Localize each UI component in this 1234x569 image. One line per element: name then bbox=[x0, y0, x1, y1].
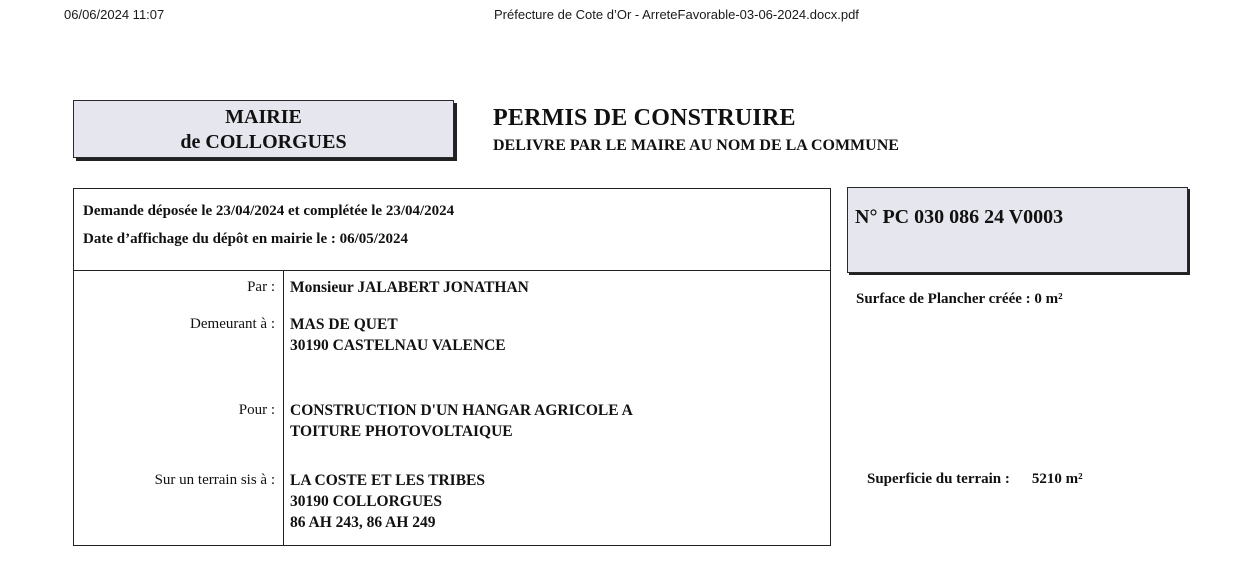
land-location bbox=[290, 470, 485, 533]
land-parcels: 86 AH 243, 86 AH 249 bbox=[290, 514, 436, 531]
purpose-line-2: TOITURE PHOTOVOLTAIQUE bbox=[290, 423, 513, 440]
permit-subtitle: DELIVRE PAR LE MAIRE AU NOM DE LA COMMUNE bbox=[493, 137, 899, 154]
land-area-value: 5210 m² bbox=[1031, 471, 1083, 487]
permit-number-box bbox=[847, 187, 1188, 273]
display-date-line: Date d’affichage du dépôt en mairie le : 06/05/2024 bbox=[83, 231, 408, 247]
print-datetime: 06/06/2024 11:07 bbox=[64, 7, 165, 22]
application-dates bbox=[74, 189, 830, 271]
purpose-label: Pour : bbox=[238, 402, 275, 418]
purpose-line-1: CONSTRUCTION D'UN HANGAR AGRICOLE A bbox=[290, 402, 633, 419]
column-divider bbox=[283, 271, 284, 545]
mairie-label: MAIRIE bbox=[225, 106, 302, 128]
land-area-label: Superficie du terrain : bbox=[867, 471, 1010, 487]
land-line-1: LA COSTE ET LES TRIBES bbox=[290, 472, 485, 489]
address-line-1: MAS DE QUET bbox=[290, 316, 398, 333]
permit-title: PERMIS DE CONSTRUIRE bbox=[493, 105, 796, 131]
land-line-2: 30190 COLLORGUES bbox=[290, 493, 443, 510]
applicant-address bbox=[290, 314, 506, 356]
mairie-box bbox=[73, 100, 454, 158]
land-area bbox=[867, 471, 1083, 488]
project-purpose bbox=[290, 400, 633, 442]
land-location-label: Sur un terrain sis à : bbox=[154, 472, 275, 488]
mairie-commune: de COLLORGUES bbox=[180, 131, 347, 153]
floor-area-created: Surface de Plancher créée : 0 m² bbox=[856, 291, 1063, 307]
address-line-2: 30190 CASTELNAU VALENCE bbox=[290, 337, 506, 354]
deposit-date-line: Demande déposée le 23/04/2024 et complétée le 23/04/2024 bbox=[83, 203, 455, 219]
permit-number: N° PC 030 086 24 V0003 bbox=[855, 206, 1064, 228]
applicant-name: Monsieur JALABERT JONATHAN bbox=[290, 279, 529, 296]
address-label: Demeurant à : bbox=[190, 316, 275, 332]
applicant-label: Par : bbox=[247, 279, 275, 295]
print-document-title: Préfecture de Cote d’Or - ArreteFavorable-03-06-2024.docx.pdf bbox=[494, 7, 859, 22]
application-details-table bbox=[73, 188, 831, 546]
